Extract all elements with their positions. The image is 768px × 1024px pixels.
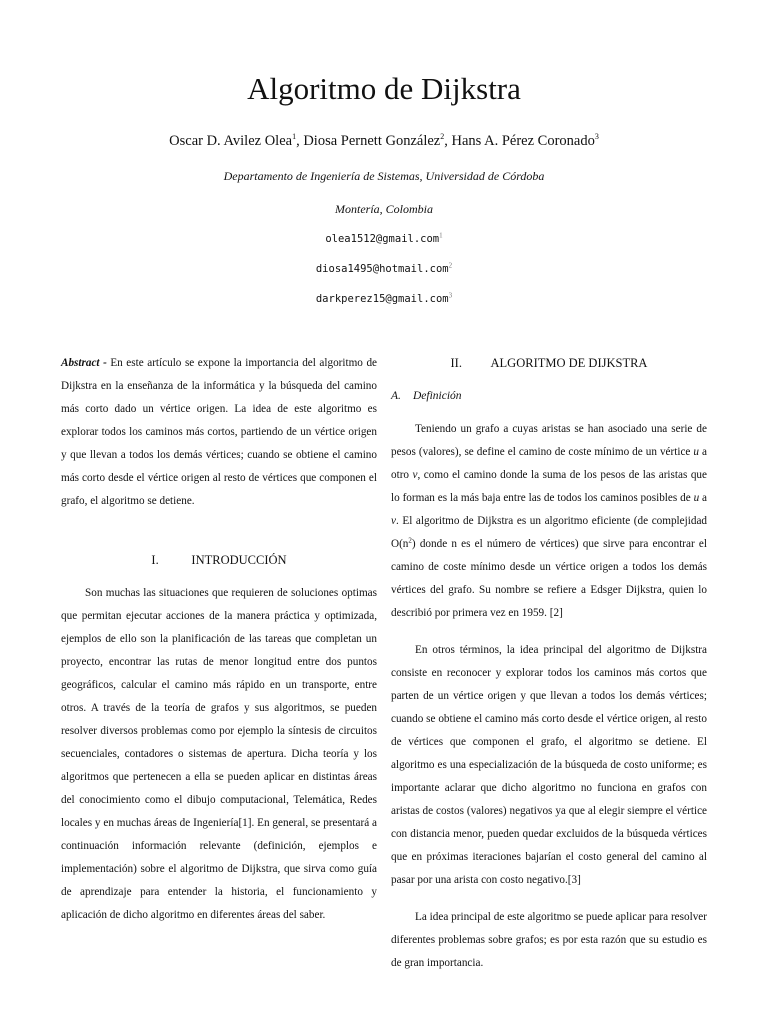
spacer (391, 375, 707, 385)
spacer (391, 892, 707, 906)
section-number: II. (450, 356, 462, 370)
spacer (391, 625, 707, 639)
affiliation: Departamento de Ingeniería de Sistemas, Universidad de Córdoba (223, 169, 545, 183)
author-name: Oscar D. Avilez Olea (169, 133, 293, 149)
spacer (61, 572, 377, 582)
section-heading (61, 549, 377, 572)
location: Montería, Colombia (335, 202, 433, 216)
abstract-text: En este artículo se expone la importancia del algoritmo de Dijkstra en la enseñanza de la informática y la búsqueda del camino más corto dado un vértice origen. La idea de este algoritmo es explorar todos los caminos más cortos, partiendo de un vértice origen y que llevan a todos los demás vértices; cuando se obtiene el camino más corto desde el vértice origen al resto de vértices que componen el grafo, el algoritmo se detiene. (61, 357, 377, 507)
section-number: I. (151, 553, 159, 567)
right-column (391, 352, 707, 975)
section-heading (391, 352, 707, 375)
definition-paragraph: En otros términos, la idea principal del algoritmo de Dijkstra consiste en reconocer y explorar todos los caminos más cortos que parten de un vértice origen y que llevan a todos los demás vértices; cuando se obtiene el camino más corto desde el vértice origen, al resto de vértices que componen el grafo, el algoritmo se detiene. El algoritmo es una especialización de la búsqueda de costo uniforme; es importante aclarar que dicho algoritmo no funciona en grafos con aristas de costos (valores) negativos ya que al elegir siempre el vértice con distancia menor, pueden quedar excluidos de la búsqueda vértices que en próximas iteraciones bajarían el costo general del camino al pasar por una arista con costo negativo.[3] (391, 644, 707, 886)
left-column (61, 352, 377, 927)
text-run: . El algoritmo de Dijkstra es un algoritmo eficiente (de complejidad O(n (391, 515, 707, 550)
spacer (61, 513, 377, 549)
math-variable: u (693, 446, 700, 458)
abstract-label: Abstract - (61, 357, 107, 369)
author-separator: , (296, 133, 304, 149)
email-address: darkperez15@gmail.com (315, 293, 449, 305)
math-variable: u (693, 492, 700, 504)
section-title: INTRODUCCIÓN (191, 553, 287, 567)
spacer (391, 408, 707, 418)
author-email (0, 262, 768, 276)
author-name: Hans A. Pérez Coronado (451, 133, 595, 149)
author-list (0, 132, 768, 150)
subsection-heading (391, 385, 707, 408)
author-name: Diosa Pernett González (303, 133, 441, 149)
math-variable: v (391, 515, 396, 527)
section-title: ALGORITMO DE DIJKSTRA (490, 356, 648, 370)
subsection-title: Definición (413, 390, 462, 402)
intro-paragraph: Son muchas las situaciones que requieren de soluciones optimas que permitan ejecutar acciones de la manera práctica y optimizada, ejemplos de ello son la planificación de las tareas que completan un proyecto, encontrar las rutas de menor longitud entre dos puntos geográficos, calcular el camino más rápido en un transporte, entre otros. A través de la teoría de grafos y sus algoritmos, se pueden resolver diversos problemas como por ejemplo la síntesis de circuitos secuenciales, contadores o sistemas de apertura. Dicha teoría y los algoritmos que pertenecen a ella se pueden aplicar en distintas áreas del conocimiento como el dibujo computacional, Telemática, Redes locales y en muchas áreas de Ingeniería[1]. En general, se presentará a continuación información relevante (definición, ejemplos e implementación) sobre el algoritmo de Dijkstra, que sirva como guía de aprendizaje para entender la historia, el funcionamiento y aplicación de dicho algoritmo en diferentes áreas del saber. (61, 587, 377, 921)
email-address: olea1512@gmail.com (325, 233, 440, 245)
text-run: a otro (391, 446, 707, 481)
author-email (0, 232, 768, 246)
author-email (0, 292, 768, 306)
author-affiliation-mark: 2 (440, 132, 445, 142)
text-run: ) donde n es el número de vértices) que sirve para encontrar el camino de coste mínimo desde un vértice origen a todos los demás vértices del grafo. Su nombre se refiere a Edsger Dijkstra, quien lo describió por primera vez en 1959. [2] (391, 538, 707, 619)
abstract (61, 352, 377, 513)
author-separator: , (444, 133, 452, 149)
subsection-number: A. (391, 390, 401, 402)
definition-paragraph: La idea principal de este algoritmo se puede aplicar para resolver diferentes problemas sobre grafos; es por esta razón que su estudio es de gran importancia. (391, 911, 707, 969)
email-mark: 2 (448, 261, 453, 270)
definition-paragraph (391, 418, 707, 625)
paper-title: Algoritmo de Dijkstra (247, 71, 521, 106)
text-run: , como el camino donde la suma de los pesos de las aristas que lo forman es la más baja entre las de todos los caminos posibles de (391, 469, 707, 504)
exponent: 2 (408, 536, 412, 545)
author-affiliation-mark: 3 (594, 132, 599, 142)
text-run: a (699, 492, 708, 504)
author-affiliation-mark: 1 (292, 132, 297, 142)
math-variable: v (412, 469, 418, 481)
text-run: Teniendo un grafo a cuyas aristas se han asociado una serie de pesos (valores), se define el camino de coste mínimo de un vértice (391, 423, 707, 458)
email-mark: 3 (448, 291, 453, 300)
email-mark: 1 (439, 231, 443, 240)
email-address: diosa1495@hotmail.com (315, 263, 449, 275)
